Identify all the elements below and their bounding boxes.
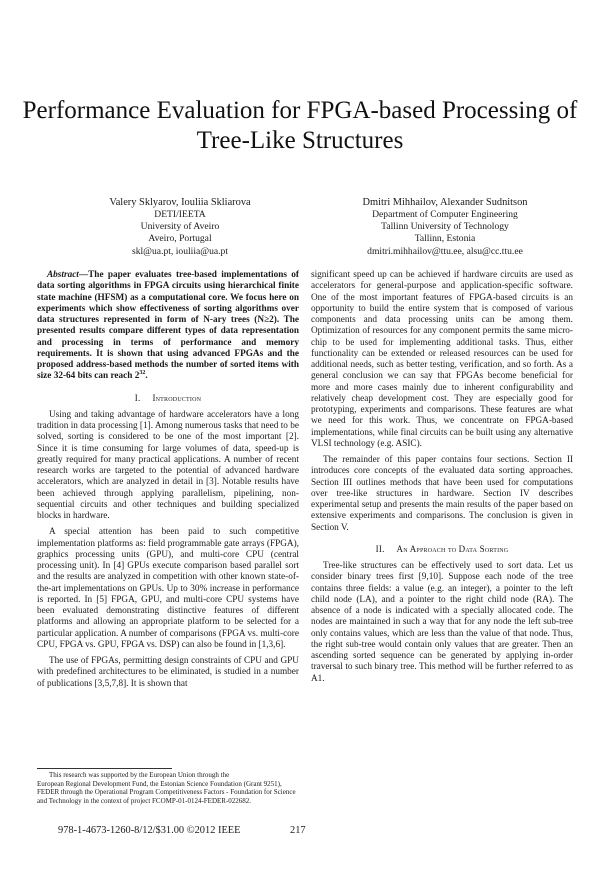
author-institution: University of Aveiro — [140, 221, 220, 233]
paragraph: The remainder of this paper contains four sections. Section II introduces core concepts of the evaluated data sorting approaches. Section III outlines methods that have been used for computations over tree-like structures in hardware. Section IV describes experimental setup and presents the main results of the paper based on extensive experiments and comparisons. The conclusion is given in Section V. — [311, 455, 573, 533]
paper-title — [20, 96, 580, 156]
page-number: 217 — [290, 825, 306, 836]
paragraph: Tree-like structures can be effectively used to sort data. Let us consider binary trees first [9,10]. Suppose each node of the tree contains three fields: a value (e.g. an integer), a pointer to the left child node (LA), and a pointer to the right child node (RA). The absence of a node is indicated with a specially allocated code. The nodes are maintained in such a way that for any node the left sub-tree only contains values, which are less than the value of that node. Thus, the right sub-tree would contain only values that are greater. Then an ascending sorted sequence can be generated by applying in-order traversal to such binary tree. This method will be further referred to as A1. — [311, 561, 573, 684]
author-block-left — [50, 196, 310, 258]
abstract-label: Abstract — [47, 270, 79, 280]
author-email: skl@ua.pt, iouliia@ua.pt — [131, 245, 228, 257]
footnote-divider — [37, 768, 172, 769]
title-line-2: Tree-Like Structures — [196, 127, 404, 154]
paragraph: A special attention has been paid to such competitive implementation platforms as: field programmable gate arrays (FPGA), graphics processing units (GPU), and multi-core CPU (central processing unit). In [4] GPUs execute comparison based parallel sort and the results are analyzed in competition with other known state-of-the-art implementations on GPUs. Up to 30% increase in performance is reported. In [5] FPGA, GPU, and multi-core CPU systems have been evaluated demonstrating distinctive features of different platforms and allowing an appropriate platform to be selected for a particular application. A number of comparisons (FPGA vs. multi-core CPU, FPGA vs. GPU, FPGA vs. DSP) can also be found in [1,3,6]. — [37, 527, 299, 650]
paragraph: The use of FPGAs, permitting design constraints of CPU and GPU with predefined architectures to be eliminated, is studied in a number of publications [3,5,7,8]. It is shown that — [37, 656, 299, 689]
section-heading-data-sorting: II. An Approach to Data Sorting — [375, 543, 509, 554]
author-institution: Tallinn University of Technology — [381, 221, 509, 233]
author-location: Aveiro, Portugal — [148, 233, 212, 245]
title-line-1: Performance Evaluation for FPGA-based Processing of — [22, 97, 578, 124]
author-department: DETI/IEETA — [154, 209, 206, 220]
author-block-right — [315, 196, 575, 258]
isbn-copyright: 978-1-4673-1260-8/12/$31.00 ©2012 IEEE — [58, 825, 241, 836]
author-location: Tallinn, Estonia — [414, 233, 476, 245]
paragraph-continued: significant speed up can be achieved if hardware circuits are used as accelerators for general-purpose and application-specific software. One of the most important features of FPGA-based circuits is an opportunity to build the entire system that is composed of various components and data processing units can be among them. Optimization of resources for any component permits the same micro-chip to be used for implementing additional tasks. Thus, either functionality can be extended or released resources can be used for additional needs, such as better testing, verification, and so forth. As a general conclusion we can say that FPGAs become beneficial for more and more cases mainly due to inherent configurability and relatively cheap development cost. They are especially good for prototyping, experiments and comparisons. These features are what we need for this work. Thus, we concentrate on FPGA-based implementations, while final circuits can be built using any alternative VLSI technology (e.g. ASIC). — [311, 270, 573, 449]
footnote-line-1: This research was supported by the European Union through the — [49, 771, 230, 779]
footnote-rest: European Regional Development Fund, the Estonian Science Foundation (Grant 9251), FEDER through the Operational Program Competitiveness Factors - Foundation for Science and Technology in the context of project FCOMP-01-0124-FEDER-022682. — [37, 779, 296, 805]
section-heading-introduction: I. Introduction — [134, 392, 202, 403]
author-names: Dmitri Mihhailov, Alexander Sudnitson — [362, 197, 528, 208]
author-email: dmitri.mihhailov@ttu.ee, alsu@cc.ttu.ee — [367, 245, 523, 257]
right-column — [311, 270, 573, 690]
abstract-text: The paper evaluates tree-based implementations of data sorting algorithms in FPGA circuits using hierarchical finite state machine (HFSM) as a computational core. We focus here on experiments which show effectiveness of sorting algorithms over data structures represented in form of N-ary trees (N≥2). The presented results compare different types of data representation and processing in terms of performance and memory requirements. It is shown that using advanced FPGAs and the proposed address-based methods the number of sorted items with size 32-64 bits can reach 2 — [37, 270, 299, 382]
author-department: Department of Computer Engineering — [372, 209, 518, 220]
author-names: Valery Sklyarov, Iouliia Skliarova — [109, 197, 251, 208]
abstract: Abstract—The paper evaluates tree-based implementations of data sorting algorithms in FPGA circuits using hierarchical finite state machine (HFSM) as a computational core. We focus here on experiments which show effectiveness of sorting algorithms over data structures represented in form of N-ary trees (N≥2). The presented results compare different types of data representation and processing in terms of performance and memory requirements. It is shown that using advanced FPGAs and the proposed address-based methods the number of sorted items with size 32-64 bits can reach $2^{32}$. — [37, 270, 299, 382]
paragraph: Using and taking advantage of hardware accelerators have a long tradition in data processing [1]. Among numerous tasks that need to be solved, sorting is considered to be one of the most important [2]. Since it is time consuming for large volumes of data, speed-up is greatly required for many practical applications. A number of recent research works are targeted to the potential of advanced hardware accelerators, which are analyzed in detail in [3]. Notable results have been achieved through applying parallelism, pipelining, non-sequential circuits and other techniques and building specialized blocks in hardware. — [37, 409, 299, 521]
funding-footnote — [37, 771, 299, 805]
left-column — [37, 270, 299, 695]
